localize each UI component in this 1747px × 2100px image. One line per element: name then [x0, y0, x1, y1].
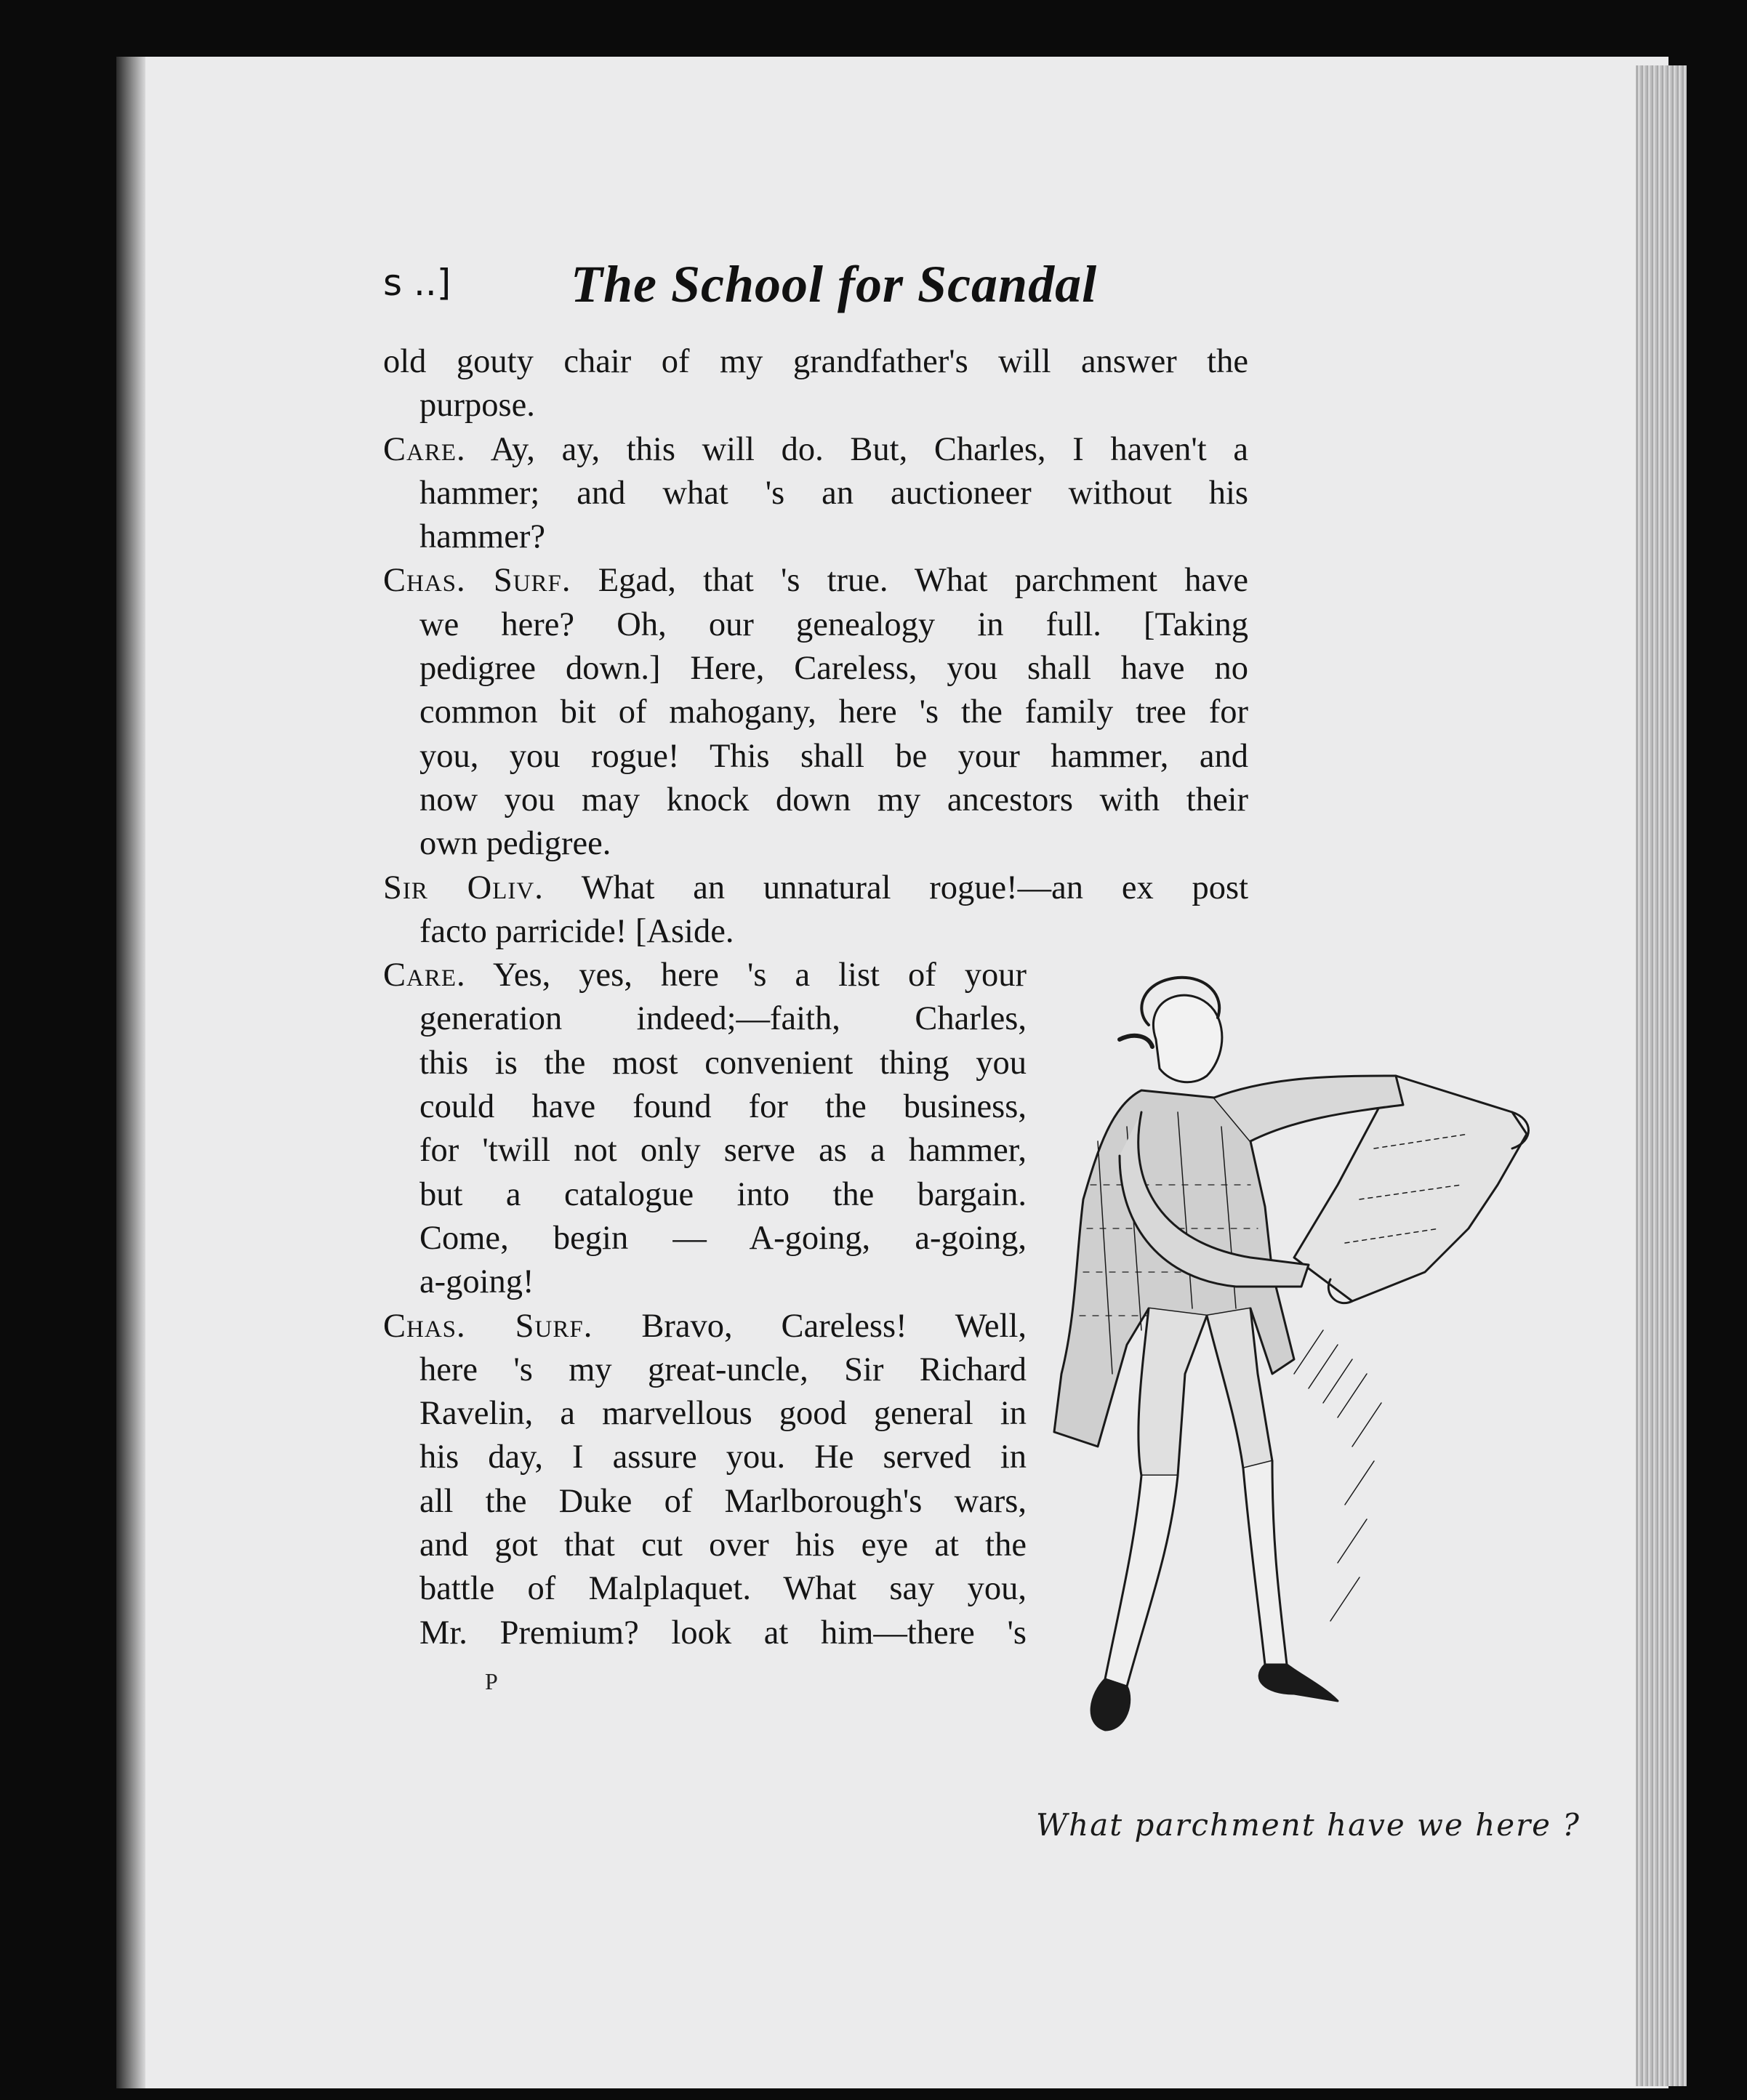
text-line: but a catalogue into the bargain.: [419, 1175, 1027, 1213]
text-line: all the Duke of Marlborough's wars,: [419, 1482, 1027, 1520]
text-line: hammer; and what 's an auctioneer without his: [419, 474, 1248, 512]
text-line: and got that cut over his eye at the: [419, 1526, 1027, 1564]
running-header: [0, 254, 1747, 320]
text-line: here 's my great-uncle, Sir Richard: [419, 1351, 1027, 1388]
text-line: could have found for the business,: [419, 1088, 1027, 1126]
text-line: generation indeed;—faith, Charles,: [419, 1000, 1027, 1038]
text-line: we here? Oh, our genealogy in full. [Taking: [419, 606, 1248, 643]
speaker-name: Care.: [383, 957, 466, 994]
text-line: battle of Malplaquet. What say you,: [419, 1570, 1027, 1608]
speech-continuation: [383, 340, 1248, 428]
text-line: pedigree down.] Here, Careless, you shall have no: [419, 650, 1248, 688]
speaker-name: Sir Oliv.: [383, 869, 544, 906]
speaker-name: Chas. Surf.: [383, 562, 571, 600]
text-line: Ravelin, a marvellous good general in: [419, 1395, 1027, 1433]
illustration-caption: What parchment have we here ?: [1036, 1807, 1581, 1843]
text-line: own pedigree.: [419, 825, 611, 863]
text-line: purpose.: [419, 387, 535, 425]
running-title: The School for Scandal: [571, 255, 1098, 313]
text-line: Come, begin — A-going, a-going,: [419, 1219, 1027, 1257]
text-line: Care. Yes, yes, here 's a list of your: [383, 957, 1027, 994]
page-edge-right: [1636, 65, 1687, 2086]
text-line: his day, I assure you. He served in: [419, 1439, 1027, 1476]
text-line: Mr. Premium? look at him—there 's: [419, 1614, 1027, 1652]
text-line: hammer?: [419, 518, 545, 556]
text-line: common bit of mahogany, here 's the family tree for: [419, 693, 1248, 731]
signature-mark: P: [485, 1668, 498, 1694]
speech-charles-1: [383, 559, 1248, 866]
text-line: facto parricide! [Aside.: [419, 912, 734, 950]
text-line: for 'twill not only serve as a hammer,: [419, 1132, 1027, 1170]
text-line: Sir Oliv. What an unnatural rogue!—an ex post: [383, 869, 1249, 906]
speech-oliver: [383, 866, 1248, 954]
speaker-name: Care.: [383, 430, 466, 468]
text-line: Chas. Surf. Egad, that 's true. What parchment have: [383, 562, 1248, 600]
speaker-name: Chas. Surf.: [383, 1307, 593, 1345]
act-scene-marker: s ..]: [383, 262, 451, 304]
speech-careless-2: [383, 954, 1027, 1304]
speech-charles-2: [383, 1305, 1027, 1655]
page-gutter-left: [116, 57, 145, 2088]
text-line: old gouty chair of my grandfather's will answer the: [383, 343, 1248, 380]
text-line: now you may knock down my ancestors with their: [419, 781, 1248, 818]
text-line: Chas. Surf. Bravo, Careless! Well,: [383, 1307, 1027, 1345]
text-line: a-going!: [419, 1263, 534, 1301]
text-line: this is the most convenient thing you: [419, 1044, 1027, 1082]
speech-careless-1: [383, 428, 1248, 560]
illustration-man-with-parchment: [1032, 967, 1556, 1752]
text-line: Care. Ay, ay, this will do. But, Charles, I haven't a: [383, 430, 1248, 468]
text-line: you, you rogue! This shall be your hammer, and: [419, 737, 1248, 775]
